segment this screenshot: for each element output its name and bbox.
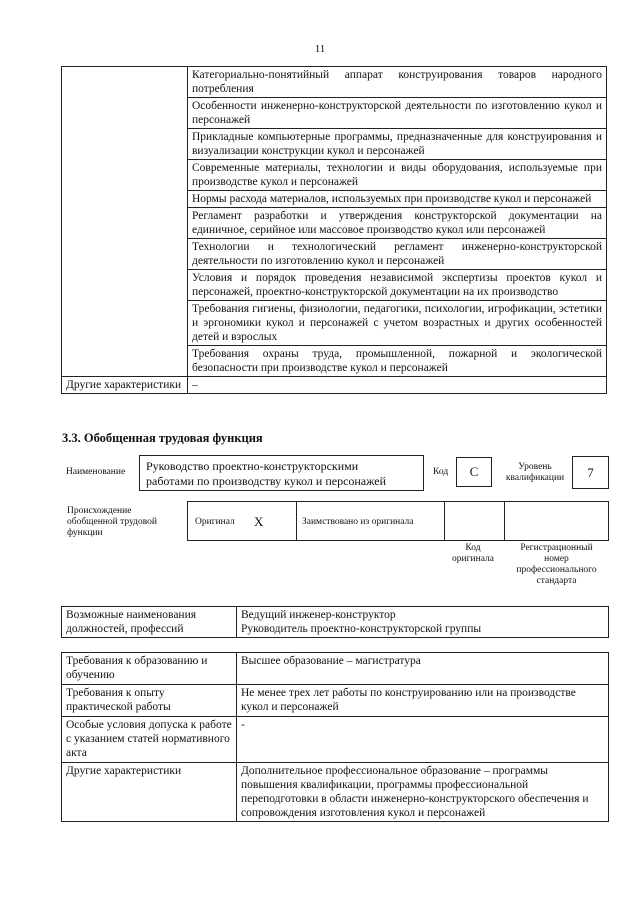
table-cell-value: Требования гигиены, физиологии, педагогики, психологии, игрофикации, эстетики и эргономики кукол и персонажей с учетом возрастных и других особенностей детей и взрослых (188, 301, 607, 346)
original-mark: X (254, 514, 264, 529)
reg-number-caption (504, 543, 609, 587)
origin-label (67, 506, 177, 539)
divider (444, 502, 445, 540)
table-row (62, 377, 607, 394)
function-name-line-1: Руководство проектно-конструкторскими (146, 459, 359, 473)
table-cell-value: Условия и порядок проведения независимой экспертизы проектов кукол и персонажей, проектно-конструкторской документации на их производство (188, 270, 607, 301)
origin-label-line-2: обобщенной трудовой (67, 517, 157, 527)
origin-box (187, 501, 609, 541)
table-row (62, 717, 609, 763)
requirement-label: Другие характеристики (62, 763, 237, 822)
origin-code-caption (443, 543, 503, 565)
table-row (62, 763, 609, 822)
table-cell-value: Категориально-понятийный аппарат конструирования товаров народного потребления (188, 67, 607, 98)
divider (296, 502, 297, 540)
table-cell-value: Требования охраны труда, промышленной, пожарной и экологической безопасности при производстве кукол и персонажей (188, 346, 607, 377)
original-label: Оригинал (195, 517, 235, 527)
table-cell-label (62, 67, 188, 377)
table-row (62, 67, 607, 98)
code-value-box: C (456, 457, 492, 487)
position-title-1: Ведущий инженер-конструктор (241, 609, 396, 621)
origin-code-caption-line-1: Код (465, 543, 481, 553)
requirement-label: Требования к опыту практической работы (62, 685, 237, 717)
requirement-value: Высшее образование – магистратура (237, 653, 609, 685)
positions-label-line-1: Возможные наименования (66, 609, 197, 621)
reg-caption-line-1: Регистрационный (520, 543, 593, 553)
level-label-line-1: Уровень (518, 462, 552, 472)
table-row (62, 685, 609, 717)
table-cell-value: – (188, 377, 607, 394)
requirement-value: - (237, 717, 609, 763)
knowledge-table (61, 66, 607, 394)
function-name-line-2: работами по производству кукол и персонажей (146, 474, 387, 488)
table-cell-value: Технологии и технологический регламент инженерно-конструкторской деятельности по изготовлению кукол и персонажей (188, 239, 607, 270)
requirement-label: Требования к образованию и обучению (62, 653, 237, 685)
table-cell-value: Особенности инженерно-конструкторской деятельности по изготовлению кукол и персонажей (188, 98, 607, 129)
table-row (62, 653, 609, 685)
requirement-label: Особые условия допуска к работе с указанием статей нормативного акта (62, 717, 237, 763)
origin-label-line-3: функции (67, 528, 103, 538)
positions-label-line-2: должностей, профессий (66, 623, 184, 635)
reg-caption-line-3: профессионального (516, 565, 597, 575)
table-cell-value: Прикладные компьютерные программы, предназначенные для конструирования и визуализации конструкции кукол и персонажей (188, 129, 607, 160)
requirement-value: Дополнительное профессиональное образование – программы повышения квалификации, программы профессиональной переподготовки в области инженерно-конструкторского обеспечения и сопровождения изготовления кукол и персонажей (237, 763, 609, 822)
requirements-table (61, 652, 609, 822)
section-title: 3.3. Обобщенная трудовая функция (62, 431, 263, 445)
level-label-line-2: квалификации (505, 473, 565, 483)
requirement-value: Не менее трех лет работы по конструированию или на производстве кукол и персонажей (237, 685, 609, 717)
table-cell-value: Регламент разработки и утверждения конструкторской документации на единичное, серийное или массовое производство кукол или персонажей (188, 208, 607, 239)
reg-caption-line-2: номер (544, 554, 569, 564)
name-label: Наименование (66, 467, 126, 477)
positions-label (62, 607, 237, 638)
origin-label-line-1: Происхождение (67, 506, 132, 516)
code-label: Код (433, 467, 449, 477)
table-cell-value: Нормы расхода материалов, используемых при производстве кукол и персонажей (188, 191, 607, 208)
divider (504, 502, 505, 540)
function-name-box (139, 455, 424, 491)
position-title-2: Руководитель проектно-конструкторской группы (241, 623, 482, 635)
page-number: 11 (314, 43, 326, 55)
borrowed-label: Заимствовано из оригинала (302, 517, 414, 527)
positions-table (61, 606, 609, 638)
origin-code-caption-line-2: оригинала (452, 554, 494, 564)
reg-caption-line-4: стандарта (536, 576, 577, 586)
table-cell-label: Другие характеристики (62, 377, 188, 394)
table-cell-value: Современные материалы, технологии и виды оборудования, используемые при производстве кукол и персонажей (188, 160, 607, 191)
table-row (62, 607, 609, 638)
positions-value (237, 607, 609, 638)
level-value-box: 7 (572, 456, 609, 489)
level-label (497, 462, 573, 484)
